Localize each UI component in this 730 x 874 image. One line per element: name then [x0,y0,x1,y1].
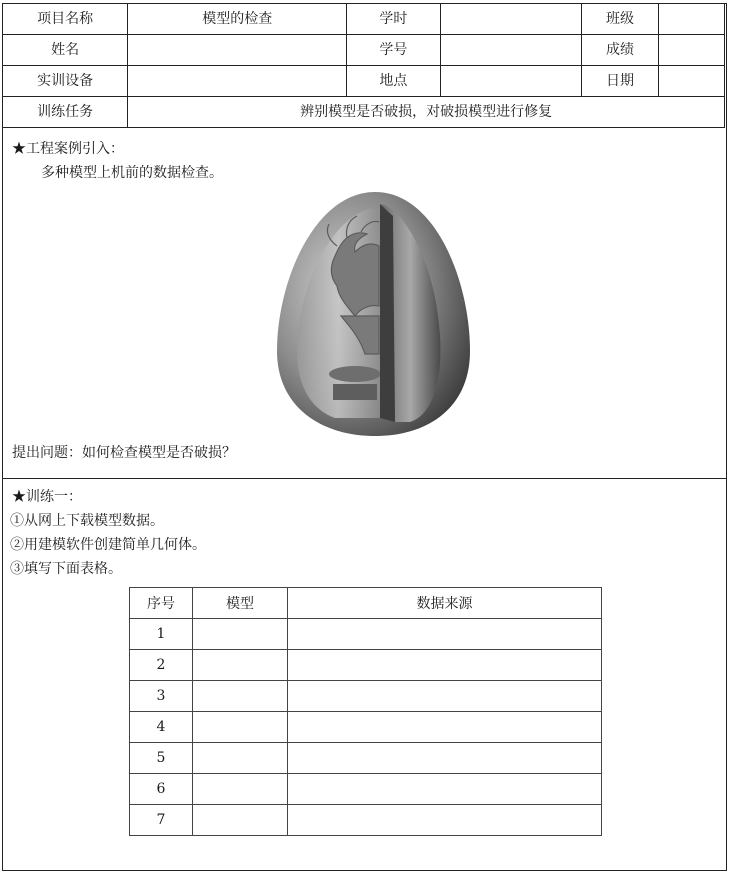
table-row [130,681,602,712]
table-row [130,650,602,681]
training-step: ③填写下面表格。 [10,561,122,577]
score-value[interactable] [659,35,725,66]
training-step: ①从网上下载模型数据。 [10,513,164,529]
column-header: 序号 [130,588,193,619]
row-index: 4 [130,712,193,743]
source-cell[interactable] [288,650,602,681]
model-cell[interactable] [193,743,288,774]
row-index: 5 [130,743,193,774]
source-cell[interactable] [288,774,602,805]
class-label: 班级 [581,4,659,35]
score-label: 成绩 [581,35,659,66]
model-cell[interactable] [193,681,288,712]
name-value[interactable] [128,35,347,66]
model-data-table [129,587,602,836]
name-label: 姓名 [3,35,128,66]
date-label: 日期 [581,66,659,97]
model-cell[interactable] [193,774,288,805]
equipment-label: 实训设备 [3,66,128,97]
source-cell[interactable] [288,743,602,774]
hours-label: 学时 [347,4,441,35]
table-header-row [130,588,602,619]
case-section [3,130,726,479]
source-cell[interactable] [288,619,602,650]
location-label: 地点 [347,66,441,97]
task-value: 辨别模型是否破损，对破损模型进行修复 [128,97,725,128]
table-row [130,743,602,774]
date-value[interactable] [659,66,725,97]
table-row [130,712,602,743]
project-value[interactable]: 模型的检查 [128,4,347,35]
student-id-label: 学号 [347,35,441,66]
training-section [3,479,726,870]
case-description: 多种模型上机前的数据检查。 [41,165,223,181]
source-cell[interactable] [288,712,602,743]
model-cell[interactable] [193,805,288,836]
row-index: 6 [130,774,193,805]
table-row [130,805,602,836]
row-index: 2 [130,650,193,681]
table-row [130,619,602,650]
hours-value[interactable] [440,4,581,35]
location-value[interactable] [440,66,581,97]
case-question: 提出问题：如何检查模型是否破损？ [12,445,236,461]
row-index: 1 [130,619,193,650]
row-index: 7 [130,805,193,836]
project-label: 项目名称 [3,4,128,35]
model-cell[interactable] [193,619,288,650]
row-index: 3 [130,681,193,712]
model-cell[interactable] [193,650,288,681]
training-heading: ★训练一： [12,489,82,505]
column-header: 数据来源 [288,588,602,619]
source-cell[interactable] [288,805,602,836]
table-row [130,774,602,805]
student-id-value[interactable] [440,35,581,66]
equipment-value[interactable] [128,66,347,97]
info-table [2,3,725,128]
egg-model-image [275,186,475,441]
training-step: ②用建模软件创建简单几何体。 [10,537,206,553]
worksheet [2,3,727,871]
column-header: 模型 [193,588,288,619]
case-heading: ★工程案例引入： [12,141,124,157]
model-cell[interactable] [193,712,288,743]
class-value[interactable] [659,4,725,35]
source-cell[interactable] [288,681,602,712]
task-label: 训练任务 [3,97,128,128]
